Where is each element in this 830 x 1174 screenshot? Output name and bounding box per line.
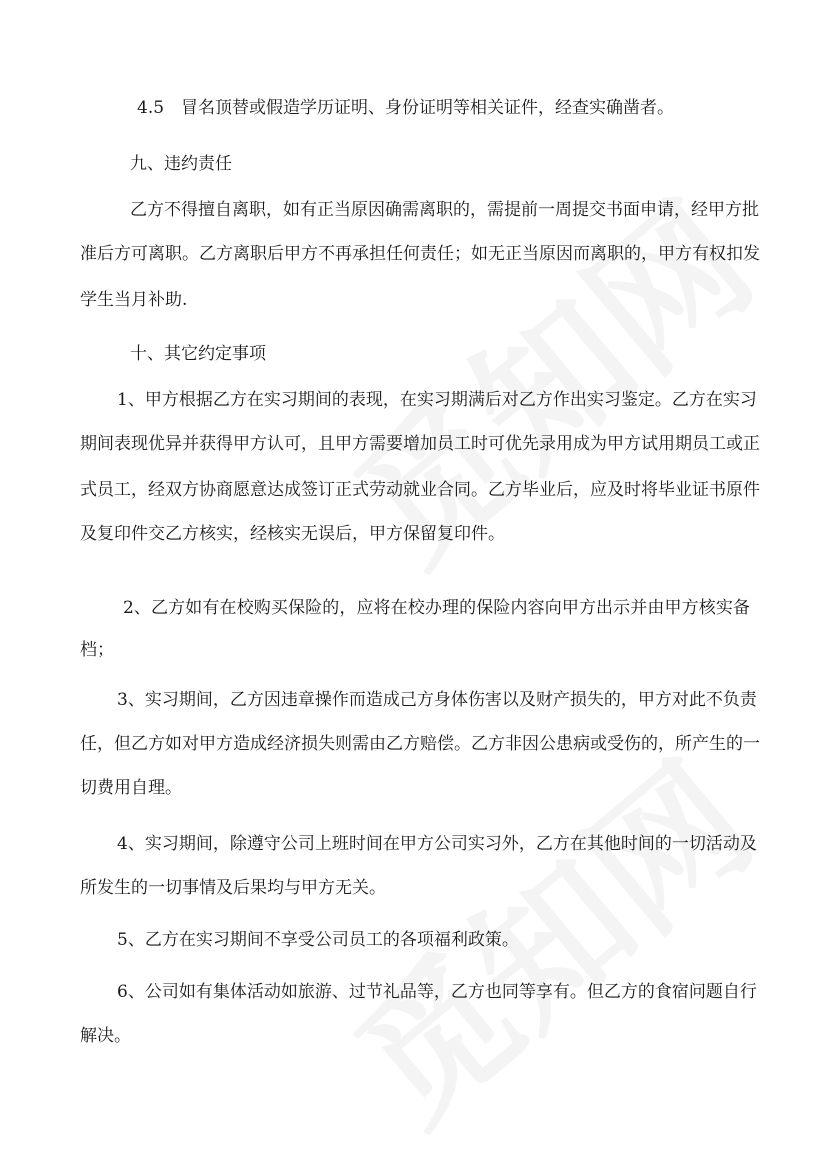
paragraph-line: 解决。	[80, 1026, 131, 1046]
clause-4-5: 4.5 冒名顶替或假造学历证明、身份证明等相关证件，经查实确凿者。	[137, 98, 675, 118]
paragraph-line: 准后方可离职。乙方离职后甲方不再承担任何责任；如无正当原因而离职的，甲方有权扣发	[80, 244, 760, 264]
paragraph-line: 切费用自理。	[80, 778, 182, 798]
paragraph-line: 所发生的一切事情及后果均与甲方无关。	[80, 878, 386, 898]
section-heading-9: 九、违约责任	[130, 154, 232, 174]
section-heading-10: 十、其它约定事项	[130, 344, 266, 364]
paragraph-line: 学生当月补助.	[80, 290, 188, 310]
paragraph-line: 期间表现优异并获得甲方认可，且甲方需要增加员工时可优先录用成为甲方试用期员工或正	[80, 434, 760, 454]
paragraph-line: 4、实习期间，除遵守公司上班时间在甲方公司实习外，乙方在其他时间的一切活动及	[117, 834, 757, 854]
paragraph-line: 1、甲方根据乙方在实习期间的表现，在实习期满后对乙方作出实习鉴定。乙方在实习	[117, 390, 757, 410]
paragraph-line: 任，但乙方如对甲方造成经济损失则需由乙方赔偿。乙方非因公患病或受伤的，所产生的一	[80, 734, 760, 754]
paragraph-line: 式员工，经双方协商愿意达成签订正式劳动就业合同。乙方毕业后，应及时将毕业证书原件	[80, 480, 760, 500]
paragraph-line: 2、乙方如有在校购买保险的，应将在校办理的保险内容向甲方出示并由甲方核实备	[123, 598, 750, 618]
paragraph-line: 3、实习期间，乙方因违章操作而造成己方身体伤害以及财产损失的，甲方对此不负责	[117, 690, 757, 710]
paragraph-line: 及复印件交乙方核实，经核实无误后，甲方保留复印件。	[80, 524, 505, 544]
paragraph-line: 档；	[80, 640, 114, 660]
paragraph-line: 6、公司如有集体活动如旅游、过节礼品等，乙方也同等享有。但乙方的食宿问题自行	[117, 982, 757, 1002]
paragraph-line: 乙方不得擅自离职，如有正当原因确需离职的，需提前一周提交书面申请，经甲方批	[130, 200, 759, 220]
paragraph-line: 5、乙方在实习期间不享受公司员工的各项福利政策。	[117, 930, 519, 950]
